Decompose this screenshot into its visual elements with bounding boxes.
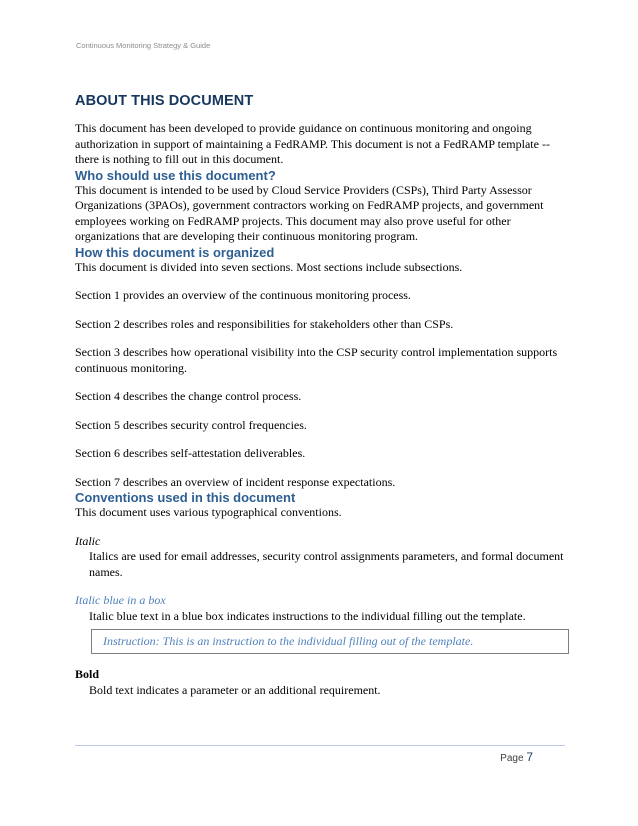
who-heading: Who should use this document? — [75, 167, 276, 183]
page-label: Page — [500, 753, 524, 764]
section-item: Section 3 describes how operational visibility into the CSP security control implementation supports continuous monitoring. — [75, 345, 558, 375]
conventions-intro: This document uses various typographical conventions. — [75, 505, 342, 519]
who-paragraph: This document is intended to be used by Cloud Service Providers (CSPs), Third Party Assessor Organizations (3PAOs), government contractors working on FedRAMP projects, and government employees working on FedRAMP projects. This document may also prove useful for other organizations that are developing their continuous monitoring program. — [75, 182, 544, 243]
section-item: Section 6 describes self-attestation deliverables. — [75, 446, 306, 460]
italic-description: Italics are used for email addresses, security control assignments parameters, and formal document names. — [89, 549, 564, 579]
page-number — [500, 750, 533, 764]
organized-intro: This document is divided into seven sections. Most sections include subsections. — [75, 259, 463, 274]
section-item: Section 4 describes the change control process. — [75, 389, 302, 403]
bold-description: Bold text indicates a parameter or an additional requirement. — [89, 682, 381, 697]
section-item: Section 7 describes an overview of incident response expectations. — [75, 474, 396, 489]
running-header: Continuous Monitoring Strategy & Guide — [76, 41, 211, 50]
blue-description: Italic blue text in a blue box indicates instructions to the individual filling out the template. — [89, 608, 526, 623]
section-item: Section 5 describes security control frequencies. — [75, 417, 307, 432]
blue-term: Italic blue in a box — [75, 593, 166, 607]
bold-term: Bold — [75, 667, 100, 681]
footer-divider — [75, 745, 565, 746]
section-item: Section 2 describes roles and responsibilities for stakeholders other than CSPs. — [75, 316, 454, 331]
page-title: ABOUT THIS DOCUMENT — [75, 93, 254, 109]
section-item: Section 1 provides an overview of the continuous monitoring process. — [75, 288, 411, 302]
instruction-box: Instruction: This is an instruction to the individual filling out of the template. — [91, 629, 569, 654]
document-body — [75, 93, 565, 698]
organized-heading: How this document is organized — [75, 244, 275, 260]
page-number-value: 7 — [526, 750, 533, 764]
italic-term: Italic — [75, 533, 101, 548]
intro-paragraph: This document has been developed to provide guidance on continuous monitoring and ongoing authorization in support of maintaining a FedRAMP. This document is not a FedRAMP template -- there is nothing to fill out in this document. — [75, 121, 550, 166]
conventions-heading: Conventions used in this document — [75, 490, 296, 505]
